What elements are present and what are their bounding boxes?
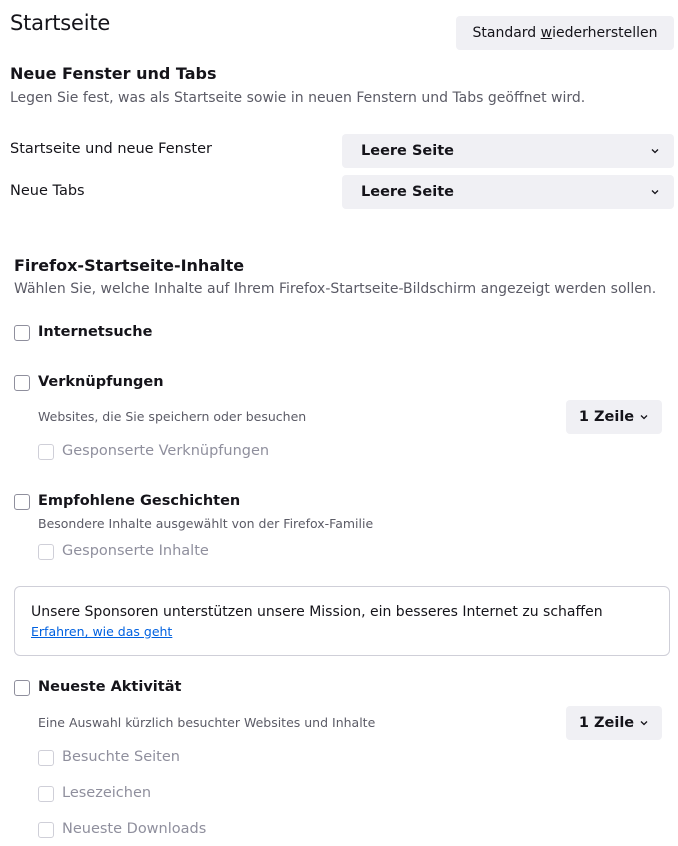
shortcuts-description: Websites, die Sie speichern oder besuchen bbox=[38, 409, 307, 424]
visited-pages-checkbox[interactable] bbox=[38, 750, 54, 766]
content-heading: Firefox-Startseite-Inhalte bbox=[14, 256, 245, 275]
activity-rows-select[interactable] bbox=[566, 706, 662, 740]
homepage-select[interactable] bbox=[342, 134, 674, 168]
chevron-down-icon bbox=[650, 146, 660, 156]
bookmarks-label: Lesezeichen bbox=[62, 785, 152, 801]
chevron-down-icon bbox=[639, 718, 649, 728]
recent-downloads-label: Neueste Downloads bbox=[62, 821, 207, 837]
restore-defaults-button[interactable] bbox=[456, 16, 674, 50]
sponsor-note-text: Unsere Sponsoren unterstützen unsere Mission, ein besseres Internet zu schaffen bbox=[31, 604, 603, 620]
shortcuts-rows-select[interactable] bbox=[566, 400, 662, 434]
newtab-select[interactable] bbox=[342, 175, 674, 209]
search-checkbox[interactable] bbox=[14, 325, 30, 341]
sponsored-stories-label: Gesponserte Inhalte bbox=[62, 543, 209, 559]
restore-accesskey: w bbox=[540, 25, 553, 41]
recent-downloads-checkbox[interactable] bbox=[38, 822, 54, 838]
activity-label: Neueste Aktivität bbox=[38, 679, 182, 695]
windows-tabs-heading: Neue Fenster und Tabs bbox=[10, 64, 217, 83]
restore-suffix: iederherstellen bbox=[552, 25, 658, 41]
bookmarks-checkbox[interactable] bbox=[38, 786, 54, 802]
activity-description: Eine Auswahl kürzlich besuchter Websites und Inhalte bbox=[38, 715, 376, 730]
shortcuts-checkbox[interactable] bbox=[14, 375, 30, 391]
content-description: Wählen Sie, welche Inhalte auf Ihrem Firefox-Startseite-Bildschirm angezeigt werden sollen. bbox=[14, 281, 657, 297]
activity-checkbox[interactable] bbox=[14, 680, 30, 696]
stories-checkbox[interactable] bbox=[14, 494, 30, 510]
visited-pages-label: Besuchte Seiten bbox=[62, 749, 180, 765]
windows-tabs-description: Legen Sie fest, was als Startseite sowie in neuen Fenstern und Tabs geöffnet wird. bbox=[10, 90, 586, 106]
stories-label: Empfohlene Geschichten bbox=[38, 493, 241, 509]
sponsored-stories-checkbox[interactable] bbox=[38, 544, 54, 560]
newtab-select-value: Leere Seite bbox=[361, 184, 454, 200]
sponsored-shortcuts-checkbox[interactable] bbox=[38, 444, 54, 460]
homepage-label: Startseite und neue Fenster bbox=[10, 141, 212, 157]
sponsor-note bbox=[14, 586, 670, 656]
chevron-down-icon bbox=[650, 187, 660, 197]
newtab-label: Neue Tabs bbox=[10, 183, 85, 199]
sponsored-shortcuts-label: Gesponserte Verknüpfungen bbox=[62, 443, 270, 459]
learn-more-link[interactable]: Erfahren, wie das geht bbox=[31, 624, 173, 639]
homepage-select-value: Leere Seite bbox=[361, 143, 454, 159]
page-title: Startseite bbox=[10, 11, 111, 35]
activity-rows-value: 1 Zeile bbox=[578, 715, 635, 731]
chevron-down-icon bbox=[639, 412, 649, 422]
shortcuts-rows-value: 1 Zeile bbox=[578, 409, 635, 425]
search-label: Internetsuche bbox=[38, 324, 153, 340]
shortcuts-label: Verknüpfungen bbox=[38, 374, 164, 390]
stories-description: Besondere Inhalte ausgewählt von der Firefox-Familie bbox=[38, 516, 374, 531]
restore-prefix: Standard bbox=[472, 25, 541, 41]
